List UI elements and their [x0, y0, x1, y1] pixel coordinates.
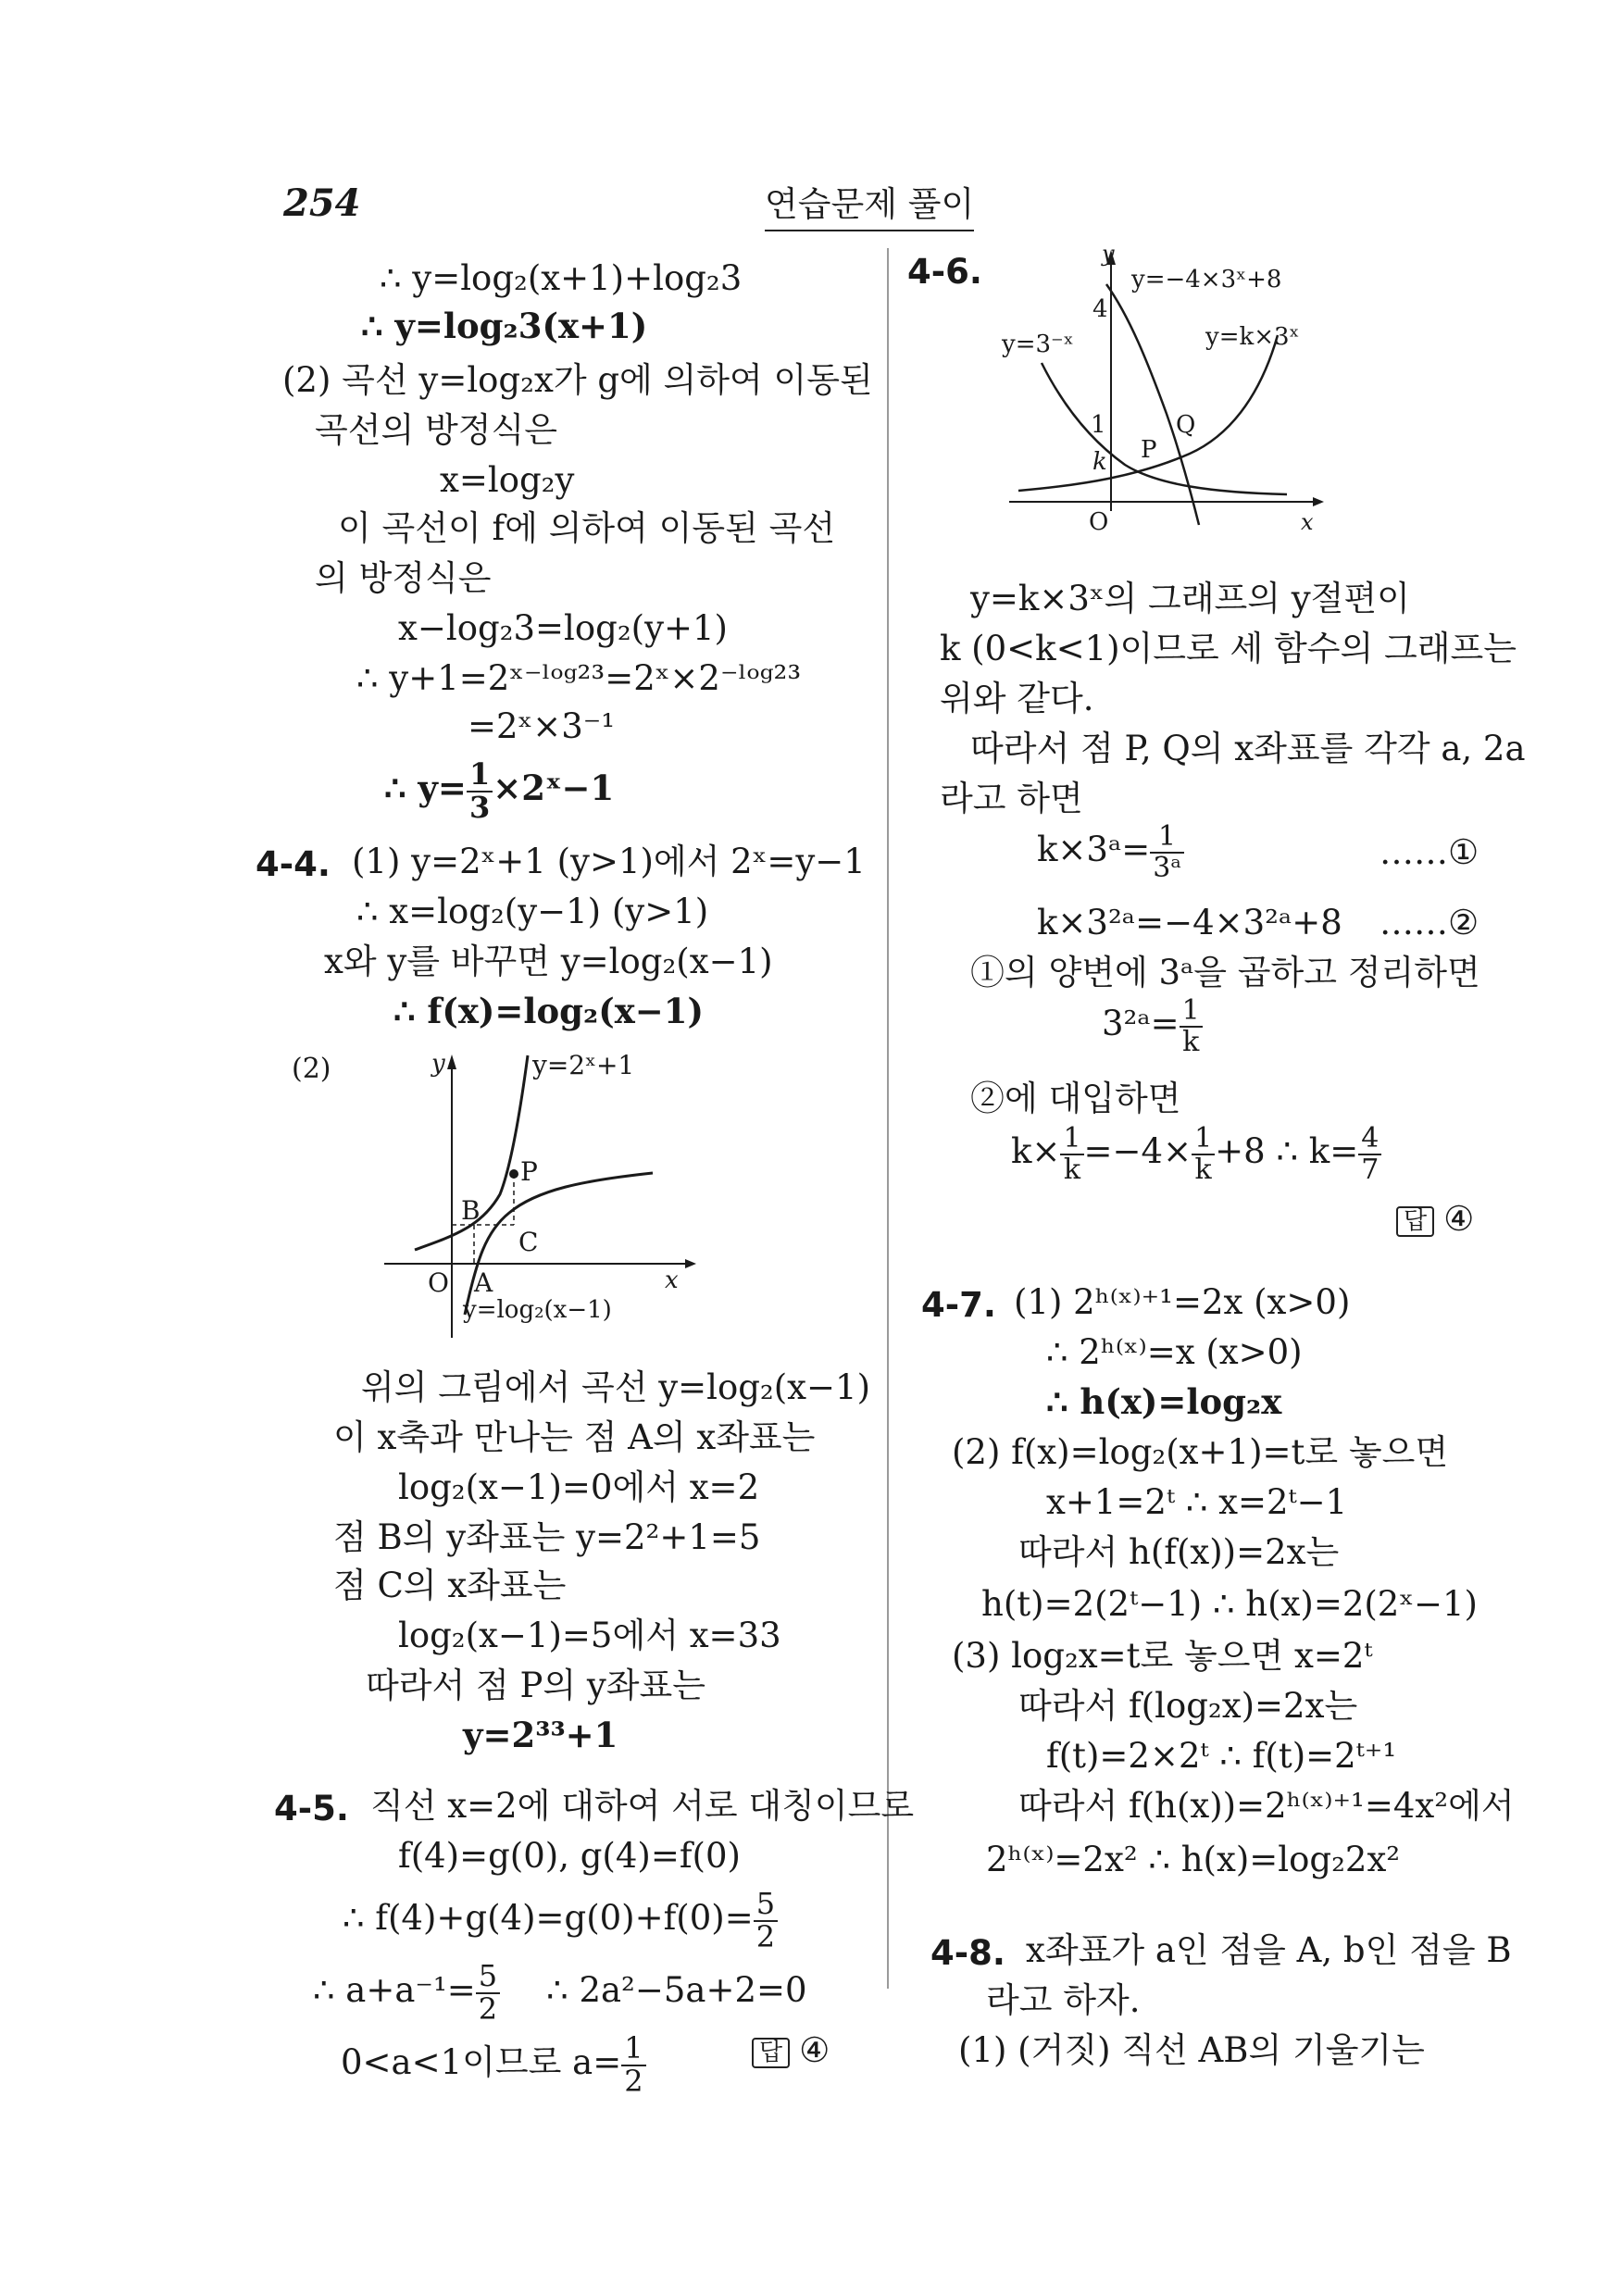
equation-line — [1011, 1124, 1381, 1184]
equation-text: ∴ a+a⁻¹= — [313, 1970, 476, 2011]
equation-line — [343, 1886, 778, 1954]
text-line: k×3²ᵃ=−4×3²ᵃ+8 — [1037, 903, 1342, 942]
fraction — [621, 2030, 645, 2099]
text-line: x=log₂y — [440, 460, 575, 500]
equation-line — [341, 2030, 646, 2099]
text-line: h(t)=2(2ᵗ−1) ∴ h(x)=2(2ˣ−1) — [981, 1584, 1478, 1624]
equation-text: k× — [1011, 1131, 1061, 1171]
text-line: 위의 그림에서 곡선 y=log₂(x−1) — [361, 1367, 871, 1407]
label-a: A — [474, 1267, 493, 1298]
text-line: (1) (거짓) 직선 AB의 기울기는 — [958, 2030, 1425, 2070]
x-axis-arrow — [1313, 497, 1324, 506]
fraction-denominator: 3ᵃ — [1153, 851, 1181, 884]
text-line: 라고 하면 — [940, 779, 1083, 818]
text-line: log₂(x−1)=5에서 x=33 — [398, 1616, 781, 1655]
text-line: 곡선의 방정식은 — [315, 410, 557, 450]
text-line: 2ʰ⁽ˣ⁾=2x² ∴ h(x)=log₂2x² — [986, 1840, 1401, 1879]
label-c: C — [518, 1227, 539, 1257]
y-axis-arrow — [447, 1054, 456, 1069]
axis-label-x: x — [1301, 509, 1314, 535]
fraction-denominator: 2 — [755, 1918, 776, 1954]
problem-label-4-5: 4-5. — [274, 1789, 349, 1828]
text-line-bold: y=2³³+1 — [463, 1715, 618, 1755]
equation-line — [1037, 822, 1184, 882]
answer-box: 답 — [752, 2038, 790, 2068]
text-line: (2) 곡선 y=log₂x가 g에 의하여 이동된 — [282, 360, 873, 400]
text-line: 이 곡선이 f에 의하여 이동된 곡선 — [338, 508, 836, 548]
equation-text: +8 ∴ k= — [1215, 1131, 1359, 1171]
text-line: f(4)=g(0), g(4)=f(0) — [398, 1836, 741, 1876]
text-line: 이 x축과 만나는 점 A의 x좌표는 — [333, 1417, 816, 1457]
axis-label-y: y — [431, 1050, 445, 1078]
text-line: (1) y=2ˣ+1 (y>1)에서 2ˣ=y−1 — [352, 842, 866, 881]
text-line: x좌표가 a인 점을 A, b인 점을 B — [1026, 1930, 1512, 1970]
fraction-denominator: 2 — [478, 1990, 498, 2027]
text-line: 따라서 점 P의 y좌표는 — [366, 1666, 706, 1705]
problem-label-4-4: 4-4. — [256, 844, 331, 884]
fraction — [1150, 822, 1184, 882]
equation-line — [384, 756, 615, 825]
equation-text: =−4× — [1083, 1131, 1192, 1171]
fraction — [1060, 1124, 1083, 1184]
text-line: (3) log₂x=t로 놓으면 x=2ᵗ — [952, 1636, 1373, 1676]
fraction-numerator: 5 — [476, 1961, 500, 1994]
graph-three-functions — [1000, 243, 1370, 548]
text-line: =2ˣ×3⁻¹ — [468, 706, 616, 746]
answer-4-5 — [752, 2030, 830, 2070]
equation-text: 3²ᵃ= — [1102, 1004, 1180, 1043]
problem-label-4-7: 4-7. — [921, 1285, 996, 1325]
fraction — [467, 756, 493, 825]
text-line-bold: ∴ f(x)=log₂(x−1) — [393, 991, 705, 1031]
answer-4-6 — [1396, 1199, 1475, 1239]
equation-text: ∴ f(4)+g(4)=g(0)+f(0)= — [343, 1898, 754, 1939]
fraction-numerator: 1 — [1150, 822, 1184, 854]
text-line: 따라서 f(h(x))=2ʰ⁽ˣ⁾⁺¹=4x²에서 — [1018, 1786, 1515, 1826]
text-line: 의 방정식은 — [315, 558, 492, 598]
label-q: Q — [1176, 411, 1196, 439]
equation-text: ∴ y= — [384, 767, 467, 809]
equation-tag: ……① — [1380, 832, 1479, 872]
text-line-bold: ∴ y=log₂3(x+1) — [361, 306, 648, 346]
text-line: (2) f(x)=log₂(x+1)=t로 놓으면 — [952, 1432, 1449, 1472]
fraction — [476, 1958, 500, 2027]
fraction-denominator: k — [1063, 1153, 1081, 1186]
text-line: 점 B의 y좌표는 y=2²+1=5 — [333, 1517, 761, 1557]
curve-label-1: y=−4×3ˣ+8 — [1131, 266, 1282, 293]
graph-exponential-log — [370, 1042, 704, 1347]
fraction-numerator: 4 — [1358, 1124, 1381, 1155]
problem-label-4-6: 4-6. — [907, 252, 982, 292]
curve-neg4-3-x-plus-8 — [1106, 284, 1199, 525]
text-line: log₂(x−1)=0에서 x=2 — [398, 1467, 760, 1507]
text-line: ①의 양변에 3ᵃ을 곱하고 정리하면 — [970, 953, 1480, 992]
axis-label-x: x — [665, 1267, 679, 1294]
label-one: 1 — [1091, 411, 1106, 439]
text-line: 따라서 점 P, Q의 x좌표를 각각 a, 2a — [970, 729, 1526, 768]
text-line: ∴ 2ʰ⁽ˣ⁾=x (x>0) — [1046, 1332, 1303, 1372]
fraction-denominator: k — [1194, 1153, 1212, 1186]
text-line: 점 C의 x좌표는 — [333, 1566, 567, 1605]
text-line: 따라서 h(f(x))=2x는 — [1018, 1532, 1340, 1572]
curve-3-neg-x — [1042, 363, 1287, 494]
text-line: ②에 대입하면 — [970, 1079, 1181, 1118]
equation-line — [1102, 996, 1203, 1056]
curve-label-2: y=3⁻ˣ — [1002, 331, 1074, 358]
fraction-numerator: 1 — [1180, 996, 1203, 1028]
answer-choice: ④ — [1443, 1199, 1475, 1239]
equation-text: 0<a<1이므로 a= — [341, 2042, 622, 2083]
text-line: k (0<k<1)이므로 세 함수의 그래프는 — [940, 629, 1517, 668]
label-origin: O — [428, 1267, 449, 1298]
fraction-numerator: 1 — [1060, 1124, 1083, 1155]
equation-text: k×3ᵃ= — [1037, 830, 1151, 869]
curve-k-3-x — [1018, 335, 1278, 491]
fraction-denominator: 2 — [624, 2063, 643, 2099]
text-line: x와 y를 바꾸면 y=log₂(x−1) — [324, 942, 773, 981]
text-line: 위와 같다. — [940, 679, 1094, 718]
page-title: 연습문제 풀이 — [765, 176, 974, 231]
column-divider — [887, 248, 889, 1989]
x-axis-arrow — [685, 1259, 696, 1268]
fraction — [754, 1886, 778, 1954]
text-line: (1) 2ʰ⁽ˣ⁾⁺¹=2x (x>0) — [1014, 1282, 1351, 1322]
answer-box: 답 — [1396, 1206, 1434, 1237]
text-line: x−log₂3=log₂(y+1) — [398, 608, 728, 648]
label-p: P — [520, 1156, 538, 1187]
equation-text: ×2ˣ−1 — [493, 767, 615, 809]
label-b: B — [461, 1195, 481, 1226]
label-four: 4 — [1092, 295, 1108, 323]
label-k: k — [1092, 448, 1107, 476]
curve-label-exponential: y=2ˣ+1 — [532, 1050, 635, 1080]
text-line: y=k×3ˣ의 그래프의 y절편이 — [970, 579, 1410, 618]
problem-label-4-8: 4-8. — [930, 1933, 1005, 1973]
axis-label-y: y — [1102, 243, 1115, 267]
equation-line — [313, 1958, 807, 2027]
equation-text: ∴ 2a²−5a+2=0 — [546, 1970, 807, 2011]
equation-tag: ……② — [1380, 903, 1479, 942]
curve-label-3: y=k×3ˣ — [1205, 323, 1300, 351]
label-p: P — [1141, 436, 1157, 464]
label-origin: O — [1089, 508, 1109, 536]
text-line: (2) — [292, 1053, 331, 1085]
fraction-denominator: 7 — [1361, 1153, 1380, 1186]
fraction-denominator: k — [1182, 1025, 1200, 1058]
curve-log — [465, 1173, 653, 1315]
curve-label-log: y=log₂(x−1) — [463, 1296, 612, 1324]
text-line: f(t)=2×2ᵗ ∴ f(t)=2ᵗ⁺¹ — [1046, 1736, 1397, 1776]
text-line: x+1=2ᵗ ∴ x=2ᵗ−1 — [1046, 1482, 1348, 1522]
fraction-numerator: 1 — [467, 759, 493, 792]
answer-choice: ④ — [799, 2030, 830, 2070]
fraction — [1192, 1124, 1215, 1184]
text-line: 따라서 f(log₂x)=2x는 — [1018, 1686, 1358, 1726]
fraction-numerator: 1 — [1192, 1124, 1215, 1155]
fraction-numerator: 1 — [621, 2033, 645, 2066]
fraction-denominator: 3 — [468, 789, 491, 825]
text-line: ∴ x=log₂(y−1) (y>1) — [356, 892, 709, 931]
fraction — [1358, 1124, 1381, 1184]
fraction-numerator: 5 — [754, 1889, 778, 1922]
text-line-bold: ∴ h(x)=log₂x — [1046, 1381, 1282, 1422]
point-p — [509, 1169, 518, 1179]
page-number: 254 — [283, 181, 361, 225]
text-line: 라고 하자. — [986, 1980, 1141, 2020]
text-line: ∴ y=log₂(x+1)+log₂3 — [380, 258, 743, 298]
text-line: ∴ y+1=2ˣ⁻ˡᵒᵍ²³=2ˣ×2⁻ˡᵒᵍ²³ — [356, 658, 802, 698]
fraction — [1180, 996, 1203, 1056]
text-line: 직선 x=2에 대하여 서로 대칭이므로 — [370, 1786, 915, 1826]
